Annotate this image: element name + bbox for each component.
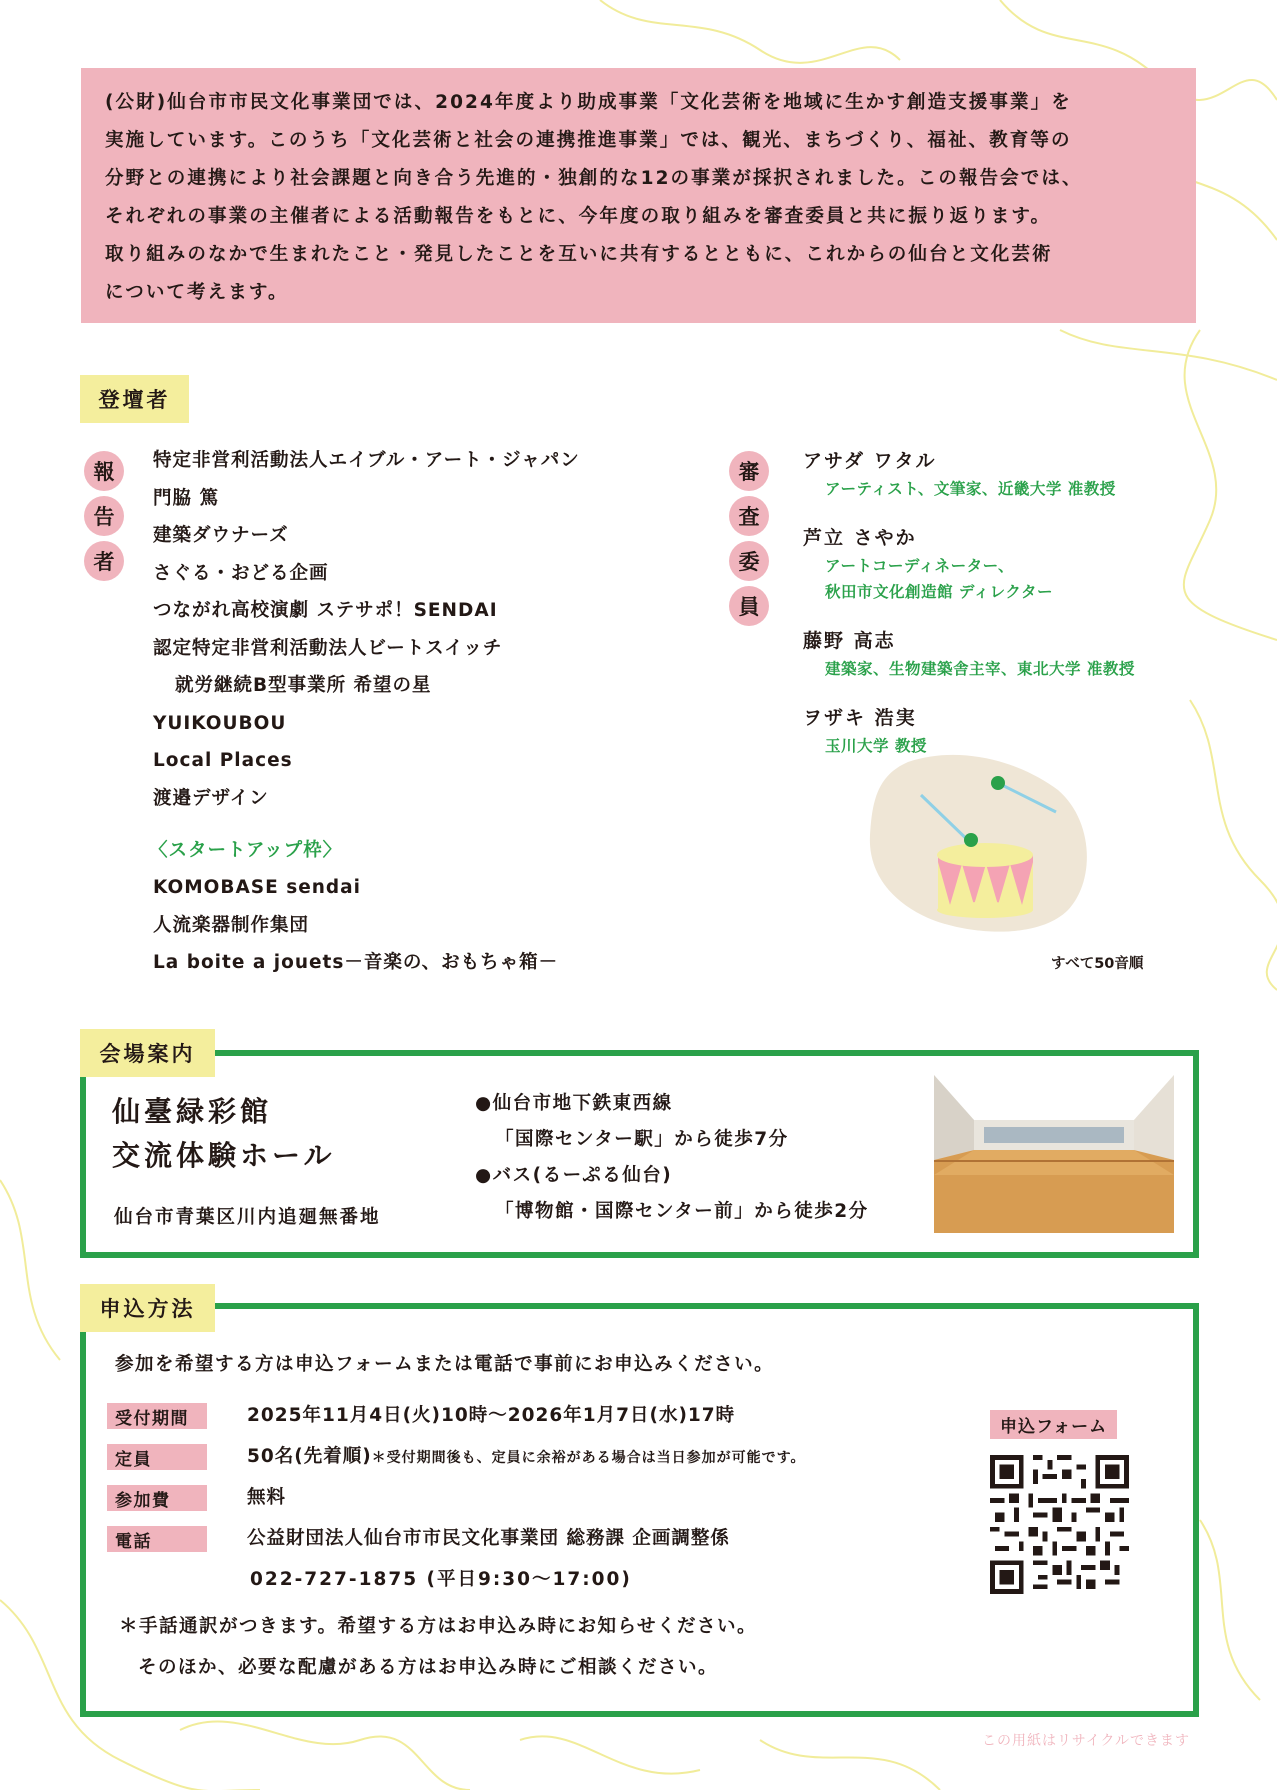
judge-name: ヲザキ 浩実 xyxy=(803,707,917,729)
list-item: 渡邉デザイン xyxy=(153,787,269,809)
list-item: つながれ高校演劇 ステサポ！SENDAI xyxy=(153,600,498,621)
list-item: 就労継続B型事業所 希望の星 xyxy=(175,675,432,696)
judge-entry xyxy=(803,523,1203,605)
speakers-heading: 登壇者 xyxy=(80,375,189,423)
capacity-note: ＊受付期間後も、定員に余裕がある場合は当日参加が可能です。 xyxy=(371,1450,806,1466)
intro-text: (公財)仙台市市民文化事業団では、2024年度より助成事業「文化芸術を地域に生かす創造支援事業」を 実施しています。このうち「文化芸術と社会の連携推進事業」では、観光、まちづくり、福祉、教育等の 分野との連携により社会課題と向き合う先進的・独創的な12の事業が採択されました。この報告会では、 それぞれの事業の主催者による活動報告をもとに、今年度の取り組みを審査委員と共に振り返ります。 取り組みのなかで生まれたこと・発見したことを互いに共有するとともに、これからの仙台と文化芸術 について考えます。 xyxy=(105,92,1083,303)
list-item: 人流楽器制作集団 xyxy=(153,914,310,936)
apply-lead: 参加を希望する方は申込フォームまたは電話で事前にお申込みください。 xyxy=(115,1354,775,1375)
list-item: 特定非営利活動法人エイブル・アート・ジャパン xyxy=(153,450,580,471)
recycle-note: この用紙はリサイクルできます xyxy=(982,1733,1191,1749)
list-item: さぐる・おどる企画 xyxy=(153,562,329,584)
capacity-label: 定員 xyxy=(107,1444,207,1470)
list-item: YUIKOUBOU xyxy=(153,712,287,734)
reporters-label-char: 告 xyxy=(84,496,124,536)
access-info xyxy=(475,1089,869,1233)
list-item: 建築ダウナーズ xyxy=(153,525,289,546)
judges-label-char: 査 xyxy=(729,496,769,536)
period-value: 2025年11月4日(火)10時～2026年1月7日(水)17時 xyxy=(247,1405,736,1426)
capacity-number: 50名(先着順) xyxy=(247,1446,372,1467)
judge-name: 芦立 さやか xyxy=(803,527,917,549)
list-item: 認定特定非営利活動法人ビートスイッチ xyxy=(153,637,503,659)
apply-heading: 申込方法 xyxy=(80,1284,215,1332)
judge-entry xyxy=(803,626,1203,682)
judge-role: アーティスト、文筆家、近畿大学 准教授 xyxy=(825,480,1116,498)
list-item: Local Places xyxy=(153,750,293,771)
judge-name: アサダ ワタル xyxy=(803,450,937,472)
judge-role: 建築家、生物建築舎主宰、東北大学 准教授 xyxy=(825,660,1135,678)
note-line: ＊手話通訳がつきます。希望する方はお申込み時にお知らせください。 xyxy=(119,1616,757,1637)
judge-name: 藤野 高志 xyxy=(803,630,896,652)
reporters-list xyxy=(153,446,673,821)
access-line: ●バス(るーぷる仙台) xyxy=(475,1165,673,1186)
reporters-label-char: 者 xyxy=(84,541,124,581)
phone-org: 公益財団法人仙台市市民文化事業団 総務課 企画調整係 xyxy=(247,1528,730,1549)
list-item: KOMOBASE sendai xyxy=(153,877,361,898)
judges-label-char: 員 xyxy=(729,586,769,626)
form-label: 申込フォーム xyxy=(990,1410,1117,1439)
venue-name-line: 仙臺緑彩館 xyxy=(112,1095,273,1128)
access-line: ●仙台市地下鉄東西線 xyxy=(475,1093,673,1114)
order-note: すべて50音順 xyxy=(1051,956,1144,972)
intro-box xyxy=(81,68,1196,323)
judges-label-char: 委 xyxy=(729,541,769,581)
judges-label-char: 審 xyxy=(729,451,769,491)
qr-code-icon[interactable] xyxy=(990,1455,1129,1594)
capacity-value xyxy=(247,1444,806,1471)
venue-address: 仙台市青葉区川内追廻無番地 xyxy=(114,1207,381,1228)
reporters-label-char: 報 xyxy=(84,451,124,491)
drum-illustration xyxy=(868,750,1092,935)
phone-label: 電話 xyxy=(107,1526,207,1552)
judge-role: アートコーディネーター、 秋田市文化創造館 ディレクター xyxy=(825,557,1054,601)
startup-heading: 〈スタートアップ枠〉 xyxy=(149,840,343,861)
venue-name xyxy=(112,1090,335,1178)
fee-label: 参加費 xyxy=(107,1485,207,1511)
venue-heading: 会場案内 xyxy=(80,1029,215,1077)
judges-list xyxy=(803,446,1203,780)
access-line: 「博物館・国際センター前」から徒歩2分 xyxy=(495,1201,869,1222)
apply-notes xyxy=(119,1612,757,1694)
fee-value: 無料 xyxy=(247,1487,287,1508)
list-item: La boite a jouets－音楽の、おもちゃ箱－ xyxy=(153,952,559,973)
period-label: 受付期間 xyxy=(107,1403,207,1429)
phone-number[interactable]: 022-727-1875 (平日9:30～17:00) xyxy=(250,1569,632,1590)
judge-role: 玉川大学 教授 xyxy=(825,737,927,755)
judge-entry xyxy=(803,446,1203,502)
venue-name-line: 交流体験ホール xyxy=(112,1139,336,1172)
startups-list xyxy=(153,873,673,986)
note-line: そのほか、必要な配慮がある方はお申込み時にご相談ください。 xyxy=(138,1657,719,1678)
access-line: 「国際センター駅」から徒歩7分 xyxy=(495,1129,789,1150)
list-item: 門脇 篤 xyxy=(153,487,219,509)
venue-photo xyxy=(934,1075,1174,1233)
